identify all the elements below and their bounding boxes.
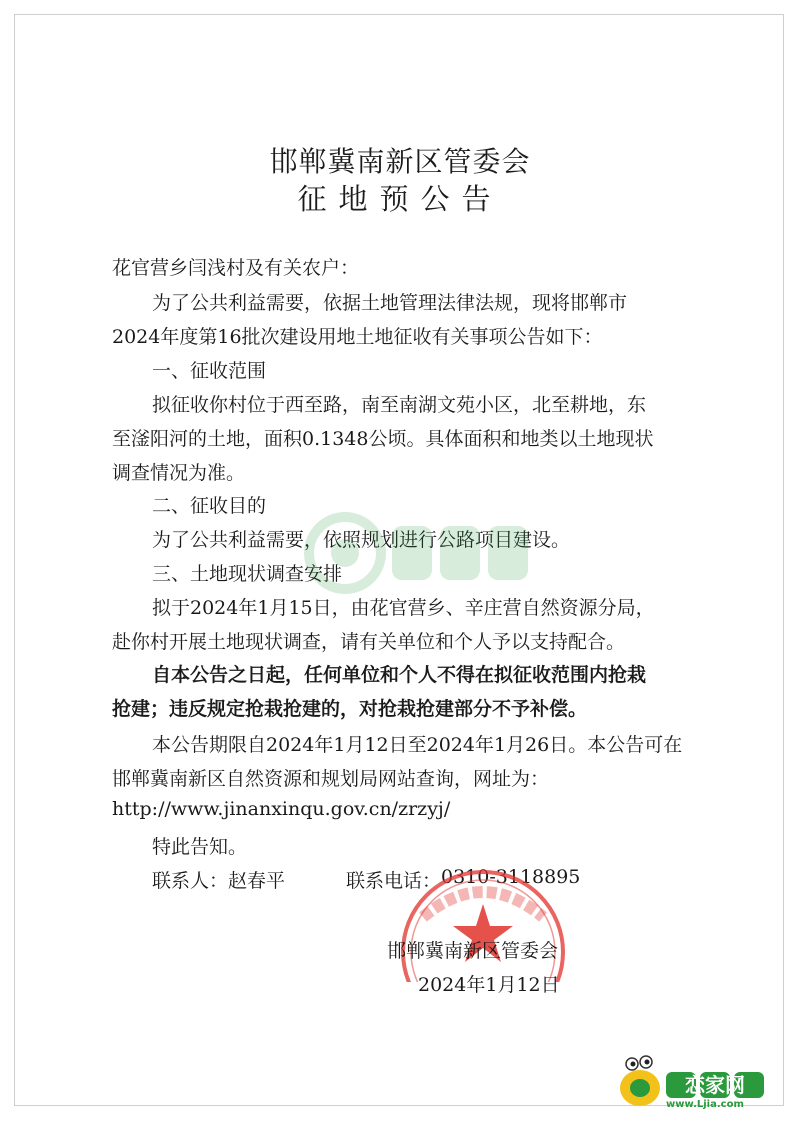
contact-phone-label: 联系电话： xyxy=(346,870,442,892)
section-3-heading: 三、土地现状调查安排 xyxy=(152,563,343,585)
contact-person: 联系人：赵春平 xyxy=(152,870,286,892)
site-logo xyxy=(614,1052,784,1118)
addressee: 花官营乡闫浅村及有关农户： xyxy=(112,257,360,279)
intro-line-2: 2024年度第16批次建设用地土地征收有关事项公告如下： xyxy=(112,326,603,348)
contact-phone: 0310-3118895 xyxy=(441,866,581,888)
document-title: 征地预公告 xyxy=(297,182,503,216)
closing-text: 特此告知。 xyxy=(152,836,248,858)
section-3-line-2: 赴你村开展土地现状调查，请有关单位和个人予以支持配合。 xyxy=(112,631,626,653)
period-line-2: 邯郸冀南新区自然资源和规划局网站查询，网址为： xyxy=(112,768,550,790)
section-1-heading: 一、征收范围 xyxy=(152,360,267,382)
document-title-org: 邯郸冀南新区管委会 xyxy=(269,145,531,178)
period-line-1: 本公告期限自2024年1月12日至2024年1月26日。本公告可在 xyxy=(152,734,683,756)
section-2-line-1: 为了公共利益需要，依照规划进行公路项目建设。 xyxy=(152,529,571,551)
official-seal xyxy=(398,862,568,986)
website-url: http://www.jinanxinqu.gov.cn/zrzyj/ xyxy=(112,798,451,820)
watermark-logo xyxy=(300,508,540,602)
signature-date: 2024年1月12日 xyxy=(418,974,560,996)
notice-bold-line-2: 抢建；违反规定抢栽抢建的，对抢栽抢建部分不予补偿。 xyxy=(112,698,588,720)
section-1-line-3: 调查情况为准。 xyxy=(112,462,246,484)
section-3-line-1: 拟于2024年1月15日，由花官营乡、辛庄营自然资源分局， xyxy=(152,597,655,619)
signature-org: 邯郸冀南新区管委会 xyxy=(387,940,559,962)
notice-bold-line-1: 自本公告之日起，任何单位和个人不得在拟征收范围内抢栽 xyxy=(152,664,647,686)
section-2-heading: 二、征收目的 xyxy=(152,495,267,517)
logo-url: www.Ljia.com xyxy=(666,1099,744,1110)
section-1-line-2: 至滏阳河的土地，面积0.1348公顷。具体面积和地类以土地现状 xyxy=(112,428,654,450)
logo-name: 恋家网 xyxy=(685,1073,745,1097)
section-1-line-1: 拟征收你村位于西至路，南至南湖文苑小区，北至耕地，东 xyxy=(152,394,647,416)
intro-line-1: 为了公共利益需要，依据土地管理法律法规，现将邯郸市 xyxy=(152,292,628,314)
